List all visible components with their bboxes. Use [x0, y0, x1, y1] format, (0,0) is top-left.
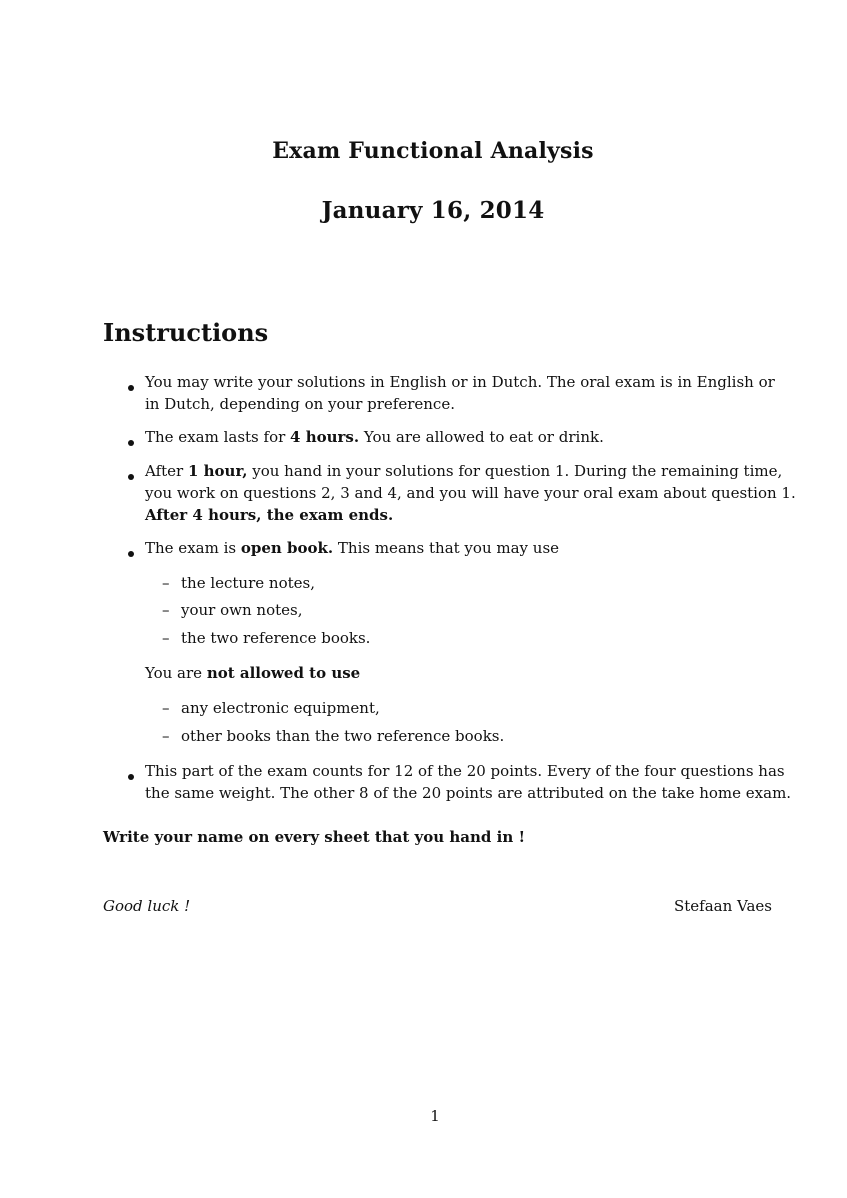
bullet-icon — [128, 474, 134, 480]
duration-bold: 4 hours. — [290, 428, 360, 446]
not-allowed-item: any electronic equipment, — [181, 699, 380, 717]
text: After — [145, 462, 188, 480]
open-book-bold: open book. — [240, 539, 334, 557]
bullet-item-duration — [145, 426, 604, 448]
dash-icon: – — [162, 727, 170, 745]
text: The exam lasts for — [145, 428, 291, 446]
not-allowed-item: other books than the two reference books. — [181, 727, 505, 745]
bullet-text-line: in Dutch, depending on your preference. — [145, 395, 455, 413]
allowed-item: your own notes, — [181, 601, 303, 619]
bullet-item-language — [145, 371, 775, 415]
bullet-item-points — [145, 760, 791, 804]
exam-date: January 16, 2014 — [321, 197, 545, 224]
exam-title: Exam Functional Analysis — [272, 138, 594, 164]
text: You are — [145, 664, 207, 682]
dash-icon: – — [162, 574, 170, 592]
good-luck-text: Good luck ! — [103, 897, 191, 915]
page-number: 1 — [430, 1107, 440, 1125]
dash-icon: – — [162, 601, 170, 619]
instructions-heading: Instructions — [103, 318, 269, 347]
author-name: Stefaan Vaes — [673, 897, 772, 915]
bullet-text-line: the same weight. The other 8 of the 20 points are attributed on the take home exam. — [145, 784, 792, 802]
dash-icon: – — [162, 629, 170, 647]
allowed-item: the two reference books. — [181, 629, 371, 647]
bullet-icon — [128, 440, 134, 446]
name-reminder: Write your name on every sheet that you hand in ! — [103, 828, 526, 846]
text: The exam is — [145, 539, 241, 557]
bullet-item-open-book — [145, 537, 559, 559]
bullet-text-line: You may write your solutions in English or in Dutch. The oral exam is in English or — [145, 373, 775, 391]
bullet-icon — [128, 551, 134, 557]
bullet-text-line: This part of the exam counts for 12 of the 20 points. Every of the four questions has — [145, 762, 785, 780]
dash-icon: – — [162, 699, 170, 717]
bullet-item-hand-in — [145, 460, 796, 526]
not-allowed-bold: not allowed to use — [206, 664, 361, 682]
one-hour-bold: 1 hour, — [187, 462, 248, 480]
text: You are allowed to eat or drink. — [359, 428, 604, 446]
text: This means that you may use — [333, 539, 560, 557]
allowed-item: the lecture notes, — [181, 574, 315, 592]
text: you hand in your solutions for question 1. During the remaining time, — [247, 462, 783, 480]
bullet-icon — [128, 385, 134, 391]
bullet-text-line — [145, 460, 796, 482]
exam-ends-bold: After 4 hours, the exam ends. — [145, 506, 394, 524]
bullet-icon — [128, 774, 134, 780]
bullet-text-line: you work on questions 2, 3 and 4, and you will have your oral exam about question 1. — [145, 484, 796, 502]
not-allowed-intro — [145, 662, 360, 684]
